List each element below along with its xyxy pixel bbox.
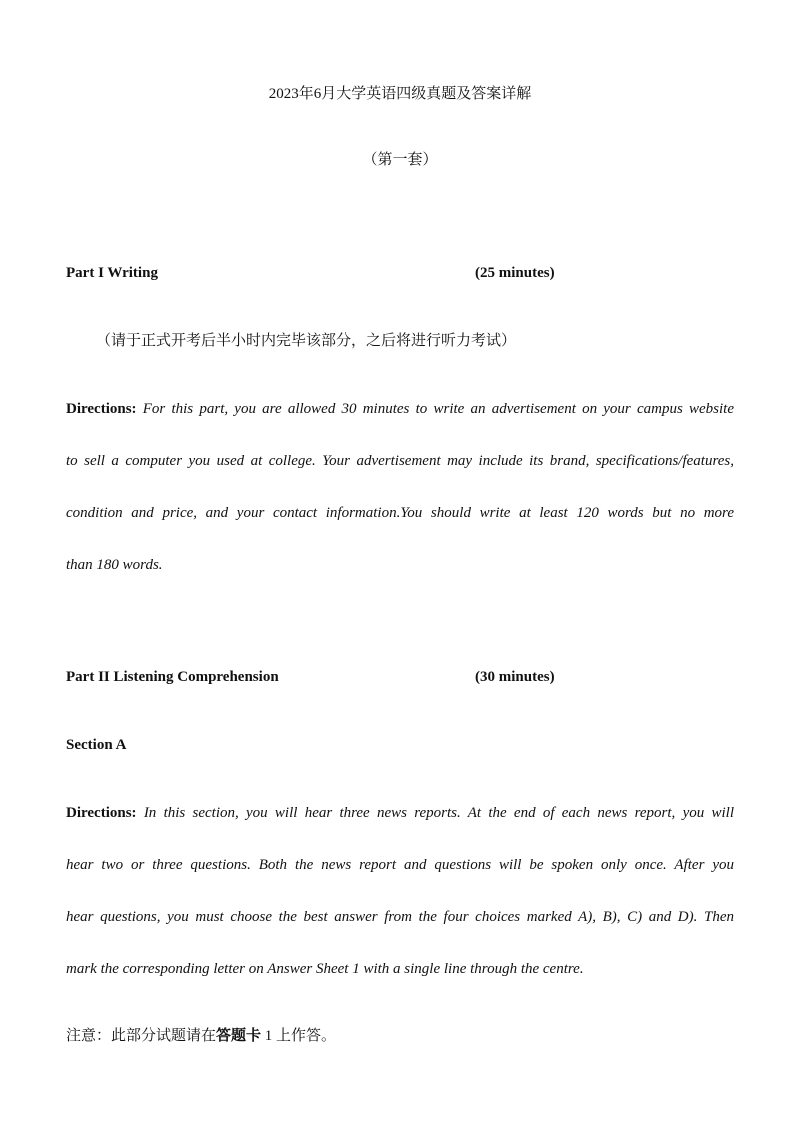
answer-sheet-label: 答题卡 [216, 1028, 262, 1044]
part2-directions-line-2: hear two or three questions. Both the news report and questions will be spoken only once. After you [66, 857, 734, 873]
part1-directions-label: Directions: [66, 401, 137, 417]
answer-note-suffix: 1 上作答。 [261, 1028, 337, 1044]
part2-directions-line-1 [66, 803, 734, 823]
document-subtitle: （第一套） [362, 152, 438, 168]
part1-directions-line-4: than 180 words. [66, 557, 163, 573]
part2-time: (30 minutes) [475, 669, 555, 685]
part2-answer-note [66, 1026, 336, 1046]
part1-time: (25 minutes) [475, 265, 555, 281]
document-title: 2023年6月大学英语四级真题及答案详解 [268, 86, 532, 102]
part2-directions-label: Directions: [66, 805, 137, 821]
part2-directions-line-3: hear questions, you must choose the best answer from the four choices marked A), B), C) and D). Then [66, 909, 734, 925]
section-a-heading: Section A [66, 737, 127, 753]
part1-directions-line-2: to sell a computer you used at college. Your advertisement may include its brand, specifications/features, [66, 453, 734, 469]
part1-directions-text-1: For this part, you are allowed 30 minutes to write an advertisement on your campus website [142, 401, 734, 417]
part1-directions-line-1 [66, 399, 734, 419]
part2-heading: Part II Listening Comprehension [66, 669, 279, 685]
part1-directions-line-3: condition and price, and your contact information.You should write at least 120 words but no more [66, 505, 734, 521]
answer-note-prefix: 注意：此部分试题请在 [66, 1028, 217, 1044]
part2-directions-line-4: mark the corresponding letter on Answer Sheet 1 with a single line through the centre. [66, 961, 584, 977]
part2-directions-text-1: In this section, you will hear three news reports. At the end of each news report, you will [143, 805, 734, 821]
part1-heading: Part I Writing [66, 265, 158, 281]
part1-note: （请于正式开考后半小时内完毕该部分，之后将进行听力考试） [96, 333, 517, 349]
